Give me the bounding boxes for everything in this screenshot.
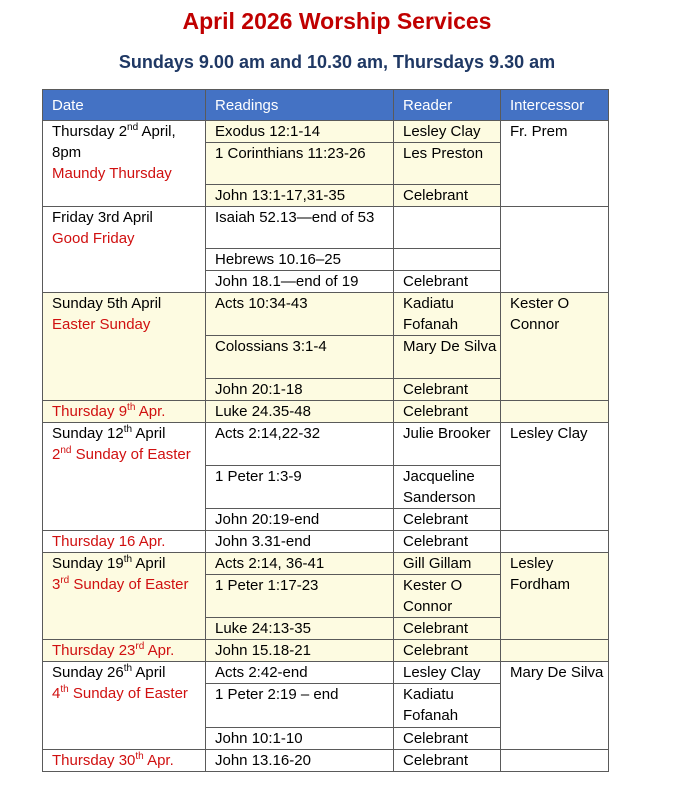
date-cell: [43, 640, 206, 662]
date-after: Apr.: [143, 752, 174, 769]
table-row: [43, 640, 609, 662]
day-label-after: Sunday of Easter: [68, 685, 188, 702]
date-text: Sunday 26: [52, 664, 124, 681]
reader-cell: [394, 207, 501, 249]
reading-cell: John 10:1-10: [206, 728, 394, 750]
date-sup: th: [123, 554, 133, 565]
date-label: [52, 752, 174, 769]
day-label-sup: nd: [60, 445, 72, 456]
date-cell: [43, 553, 206, 640]
table-row: [43, 293, 609, 336]
date-sup: th: [123, 424, 133, 435]
reader-cell: Lesley Clay: [394, 662, 501, 684]
reader-cell: Mary De Silva: [394, 336, 501, 379]
date-cell: [43, 121, 206, 207]
reading-cell: 1 Corinthians 11:23-26: [206, 143, 394, 185]
intercessor-cell: Lesley Fordham: [501, 553, 609, 640]
date-after: April: [132, 664, 166, 681]
reader-cell: Celebrant: [394, 185, 501, 207]
date-sup: th: [123, 663, 133, 674]
reading-cell: Acts 2:42-end: [206, 662, 394, 684]
date-cell: [43, 531, 206, 553]
day-label-pre: 3: [52, 576, 61, 593]
reader-cell: Celebrant: [394, 401, 501, 423]
day-label: [52, 163, 205, 184]
intercessor-cell: Mary De Silva: [501, 662, 609, 750]
reading-cell: John 13:1-17,31-35: [206, 185, 394, 207]
reader-cell: Celebrant: [394, 618, 501, 640]
intercessor-cell: [501, 531, 609, 553]
date-text: [52, 207, 205, 228]
reader-cell: Celebrant: [394, 271, 501, 293]
table-row: [43, 423, 609, 466]
reading-cell: 1 Peter 1:17-23: [206, 575, 394, 618]
date-after: April, 8pm: [52, 123, 176, 161]
reading-cell: Acts 10:34-43: [206, 293, 394, 336]
reader-cell: Kadiatu Fofanah: [394, 293, 501, 336]
table-row: [43, 531, 609, 553]
reading-cell: John 18.1—end of 19: [206, 271, 394, 293]
date-text: Sunday 12: [52, 425, 124, 442]
date-text: Friday 3rd April: [52, 209, 153, 226]
reader-cell: Celebrant: [394, 640, 501, 662]
intercessor-cell: [501, 750, 609, 772]
date-sup: rd: [135, 641, 145, 652]
date-text: [52, 121, 205, 163]
intercessor-cell: [501, 207, 609, 293]
reading-cell: Luke 24.35-48: [206, 401, 394, 423]
reading-cell: Acts 2:14, 36-41: [206, 553, 394, 575]
reader-cell: Kadiatu Fofanah: [394, 684, 501, 728]
reading-cell: John 3.31-end: [206, 531, 394, 553]
reading-cell: Acts 2:14,22-32: [206, 423, 394, 466]
day-label: [52, 444, 205, 465]
table-body: [43, 121, 609, 772]
reader-cell: [394, 249, 501, 271]
table-header-row: [43, 90, 609, 121]
reading-cell: Isaiah 52.13—end of 53: [206, 207, 394, 249]
reading-cell: Exodus 12:1-14: [206, 121, 394, 143]
day-label-pre: 2: [52, 446, 61, 463]
date-after: April: [132, 555, 166, 572]
reading-cell: John 20:1-18: [206, 379, 394, 401]
services-table: [42, 89, 609, 772]
intercessor-cell: [501, 401, 609, 423]
date-text: Thursday 9: [52, 403, 128, 420]
reading-cell: 1 Peter 1:3-9: [206, 466, 394, 509]
reading-cell: 1 Peter 2:19 – end: [206, 684, 394, 728]
header-date: Date: [43, 90, 206, 121]
date-text: [52, 293, 205, 314]
date-text: Sunday 5th April: [52, 295, 162, 312]
date-text: [52, 553, 205, 574]
header-reader: Reader: [394, 90, 501, 121]
reader-cell: Celebrant: [394, 379, 501, 401]
reader-cell: Julie Brooker: [394, 423, 501, 466]
day-label-sup: rd: [60, 575, 70, 586]
table-row: [43, 207, 609, 249]
date-text: Thursday 23: [52, 642, 136, 659]
table-row: [43, 121, 609, 143]
date-text: Thursday 30: [52, 752, 136, 769]
date-cell: [43, 401, 206, 423]
day-label-pre: 4: [52, 685, 61, 702]
date-cell: [43, 423, 206, 531]
intercessor-cell: [501, 640, 609, 662]
header-intercessor: Intercessor: [501, 90, 609, 121]
date-after: Apr.: [135, 403, 166, 420]
date-text: Thursday 2: [52, 123, 128, 140]
reader-cell: Celebrant: [394, 728, 501, 750]
day-label: [52, 228, 205, 249]
date-label: [52, 642, 174, 659]
day-label-sup: th: [60, 684, 69, 695]
day-label-text: Good Friday: [52, 230, 135, 247]
date-sup: th: [135, 751, 144, 762]
day-label: [52, 574, 205, 595]
reading-cell: Colossians 3:1-4: [206, 336, 394, 379]
intercessor-cell: Kester O Connor: [501, 293, 609, 401]
date-after: April: [132, 425, 166, 442]
table-row: [43, 662, 609, 684]
reading-cell: John 15.18-21: [206, 640, 394, 662]
page-subtitle: Sundays 9.00 am and 10.30 am, Thursdays 9.30 am: [118, 52, 556, 72]
page-title: April 2026 Worship Services: [182, 8, 492, 34]
reading-cell: John 20:19-end: [206, 509, 394, 531]
day-label-after: Sunday of Easter: [69, 576, 189, 593]
date-text: Sunday 19: [52, 555, 124, 572]
reader-cell: Celebrant: [394, 531, 501, 553]
day-label-text: Maundy Thursday: [52, 165, 172, 182]
intercessor-cell: Lesley Clay: [501, 423, 609, 531]
reader-cell: Les Preston: [394, 143, 501, 185]
date-cell: [43, 662, 206, 750]
date-text: Thursday 16 Apr.: [52, 533, 166, 550]
date-label: [52, 533, 165, 550]
date-text: [52, 662, 205, 683]
date-cell: [43, 207, 206, 293]
reader-cell: Gill Gillam: [394, 553, 501, 575]
reading-cell: John 13.16-20: [206, 750, 394, 772]
day-label: [52, 314, 205, 335]
date-cell: [43, 293, 206, 401]
day-label-after: Sunday of Easter: [71, 446, 191, 463]
date-label: [52, 403, 165, 420]
reading-cell: Luke 24:13-35: [206, 618, 394, 640]
reading-cell: Hebrews 10.16–25: [206, 249, 394, 271]
header-readings: Readings: [206, 90, 394, 121]
table-row: [43, 553, 609, 575]
date-text: [52, 423, 205, 444]
intercessor-cell: Fr. Prem: [501, 121, 609, 207]
reader-cell: Kester O Connor: [394, 575, 501, 618]
day-label-text: Easter Sunday: [52, 316, 151, 333]
table-row: [43, 750, 609, 772]
table-row: [43, 401, 609, 423]
date-after: Apr.: [144, 642, 175, 659]
date-sup: th: [127, 402, 136, 413]
date-cell: [43, 750, 206, 772]
reader-cell: Lesley Clay: [394, 121, 501, 143]
day-label: [52, 683, 205, 704]
reader-cell: Jacqueline Sanderson: [394, 466, 501, 509]
reader-cell: Celebrant: [394, 509, 501, 531]
date-sup: nd: [127, 122, 139, 133]
reader-cell: Celebrant: [394, 750, 501, 772]
